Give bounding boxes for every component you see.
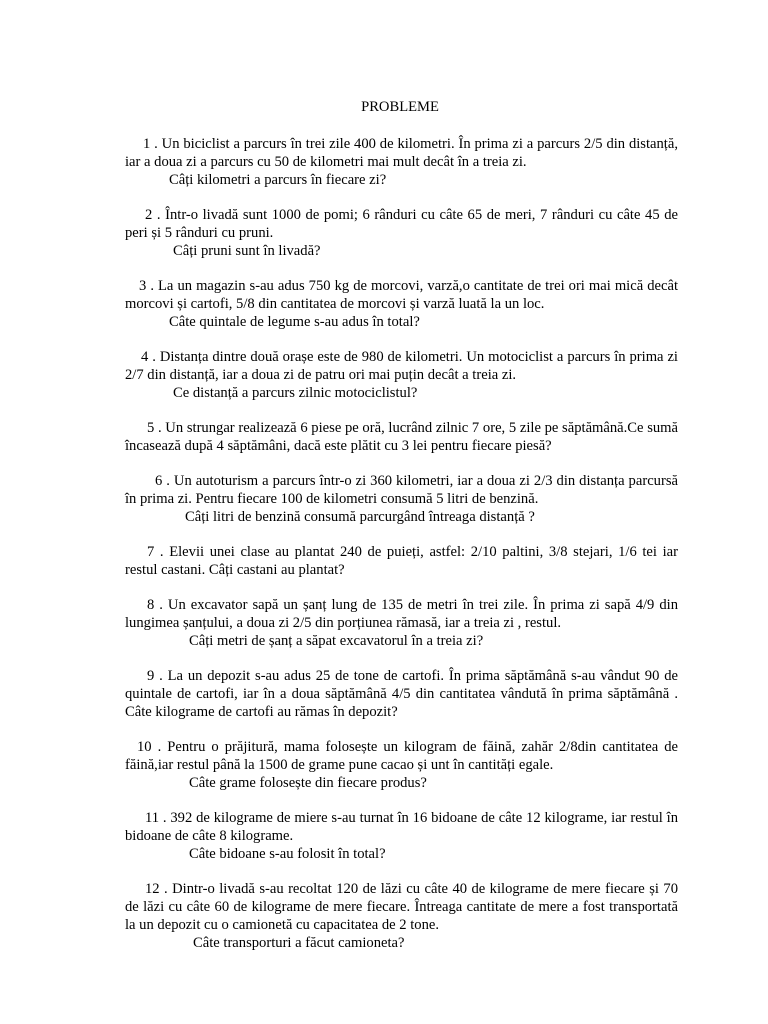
problem-question: Câte quintale de legume s-au adus în total? (169, 314, 420, 330)
problem-question: Câte grame folosește din fiecare produs? (189, 775, 427, 791)
problem-question: Câte transporturi a făcut camioneta? (193, 935, 405, 951)
problem-question: Câți litri de benzină consumă parcurgând întreaga distanță ? (185, 509, 535, 525)
document-title: PROBLEME (361, 99, 439, 115)
problem-text: 8 . Un excavator sapă un șanț lung de 135 de metri în trei zile. În prima zi sapă 4/9 din lungimea șanțului, a doua zi 2/5 din porțiunea rămasă, iar a treia zi , restul. (125, 597, 678, 631)
problem-question: Câți pruni sunt în livadă? (173, 243, 321, 259)
problem-11 (125, 809, 678, 863)
problem-text: 3 . La un magazin s-au adus 750 kg de morcovi, varză,o cantitate de trei ori mai mică decât morcovi și cartofi, 5/8 din cantitatea de morcovi și varză luată la un loc. (125, 278, 678, 312)
problem-4 (125, 348, 678, 402)
problem-12 (125, 880, 678, 952)
problem-question: Ce distanță a parcurs zilnic motociclistul? (173, 385, 418, 401)
problem-question: Câți metri de șanț a săpat excavatorul în a treia zi? (189, 633, 484, 649)
problem-2 (125, 206, 678, 260)
problem-list (125, 135, 678, 969)
problem-text: 10 . Pentru o prăjitură, mama folosește un kilogram de făină, zahăr 2/8din cantitatea de făină,iar restul până la 1500 de grame pune cacao și unt în cantități egale. (125, 739, 678, 773)
problem-9 (125, 667, 678, 721)
problem-7 (125, 543, 678, 579)
problem-text: 4 . Distanța dintre două orașe este de 980 de kilometri. Un motociclist a parcurs în prima zi 2/7 din distanță, iar a doua zi de patru ori mai puțin decât a treia zi. (125, 349, 678, 383)
problem-text: 2 . Într-o livadă sunt 1000 de pomi; 6 rânduri cu câte 65 de meri, 7 rânduri cu câte 45 de peri și 5 rânduri cu pruni. (125, 207, 678, 241)
problem-6 (125, 472, 678, 526)
problem-8 (125, 596, 678, 650)
problem-5 (125, 419, 678, 455)
problem-3 (125, 277, 678, 331)
problem-10 (125, 738, 678, 792)
problem-text: 6 . Un autoturism a parcurs într-o zi 360 kilometri, iar a doua zi 2/3 din distanța parcursă în prima zi. Pentru fiecare 100 de kilometri consumă 5 litri de benzină. (125, 473, 678, 507)
problem-text: 5 . Un strungar realizează 6 piese pe oră, lucrând zilnic 7 ore, 5 zile pe săptămână.Ce sumă încasează după 4 săptămâni, dacă este plătit cu 3 lei pentru fiecare piesă? (125, 420, 678, 454)
problem-text: 1 . Un biciclist a parcurs în trei zile 400 de kilometri. În prima zi a parcurs 2/5 din distanță, iar a doua zi a parcurs cu 50 de kilometri mai mult decât în a treia zi. (125, 136, 678, 170)
problem-text: 9 . La un depozit s-au adus 25 de tone de cartofi. În prima săptămână s-au vândut 90 de quintale de cartofi, iar în a doua săptămână 4/5 din cantitatea vândută în prima săptămână . Câte kilograme de cartofi au rămas în depozit? (125, 668, 678, 720)
problem-question: Câte bidoane s-au folosit în total? (189, 846, 386, 862)
problem-question: Câți kilometri a parcurs în fiecare zi? (169, 172, 387, 188)
problem-text: 11 . 392 de kilograme de miere s-au turnat în 16 bidoane de câte 12 kilograme, iar restul în bidoane de câte 8 kilograme. (125, 810, 678, 844)
problem-text: 7 . Elevii unei clase au plantat 240 de puieți, astfel: 2/10 paltini, 3/8 stejari, 1/6 tei iar restul castani. Câți castani au plantat? (125, 544, 678, 578)
problem-1 (125, 135, 678, 189)
problem-text: 12 . Dintr-o livadă s-au recoltat 120 de lăzi cu câte 40 de kilograme de mere fiecare și 70 de lăzi cu câte 60 de kilograme de mere fiecare. Întreaga cantitate de mere a fost transportată la un depozit cu o camionetă cu capacitatea de 2 tone. (125, 881, 678, 933)
